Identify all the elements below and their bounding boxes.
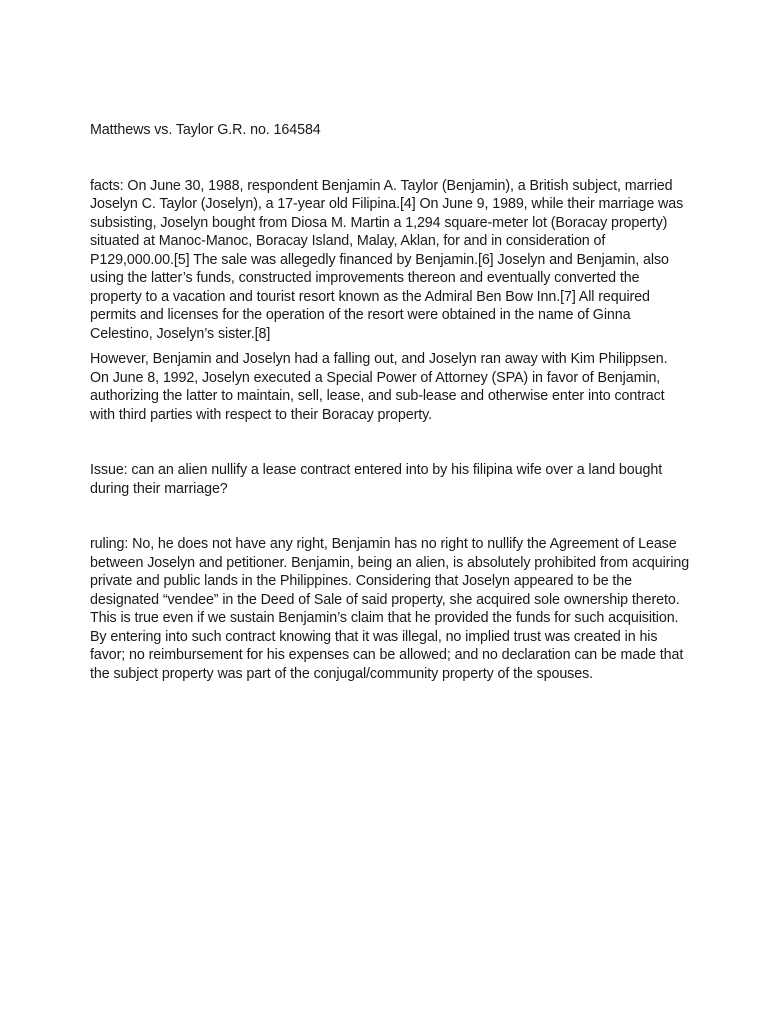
- issue-paragraph: Issue: can an alien nullify a lease contract entered into by his filipina wife over a land bought during their marriage?: [90, 462, 663, 497]
- background-paragraph: However, Benjamin and Joselyn had a falling out, and Joselyn ran away with Kim Philippsen. On June 8, 1992, Joselyn executed a Special Power of Attorney (SPA) in favor of Benjamin, authorizing the latter to maintain, sell, lease, and sub-lease and otherwise enter into contract with third parties with respect to their Boracay property.: [90, 351, 668, 423]
- document-body: [90, 121, 690, 683]
- facts-paragraph: facts: On June 30, 1988, respondent Benjamin A. Taylor (Benjamin), a British subject, married Joselyn C. Taylor (Joselyn), a 17-year old Filipina.[4] On June 9, 1989, while their marriage was subsisting, Joselyn bought from Diosa M. Martin a 1,294 square-meter lot (Boracay property) situated at Manoc-Manoc, Boracay Island, Malay, Aklan, for and in consideration of P129,000.00.[5] The sale was allegedly financed by Benjamin.[6] Joselyn and Benjamin, also using the latter’s funds, constructed improvements thereon and eventually converted the property to a vacation and tourist resort known as the Admiral Ben Bow Inn.[7] All required permits and licenses for the operation of the resort were obtained in the name of Ginna Celestino, Joselyn’s sister.[8]: [90, 177, 684, 342]
- ruling-paragraph: ruling: No, he does not have any right, Benjamin has no right to nullify the Agreement of Lease between Joselyn and petitioner. Benjamin, being an alien, is absolutely prohibited from acquiring private and public lands in the Philippines. Considering that Joselyn appeared to be the designated “vendee” in the Deed of Sale of said property, she acquired sole ownership thereto. This is true even if we sustain Benjamin’s claim that he provided the funds for such acquisition. By entering into such contract knowing that it was illegal, no implied trust was created in his favor; no reimbursement for his expenses can be allowed; and no declaration can be made that the subject property was part of the conjugal/community property of the spouses.: [90, 536, 690, 682]
- document-title: Matthews vs. Taylor G.R. no. 164584: [90, 122, 321, 138]
